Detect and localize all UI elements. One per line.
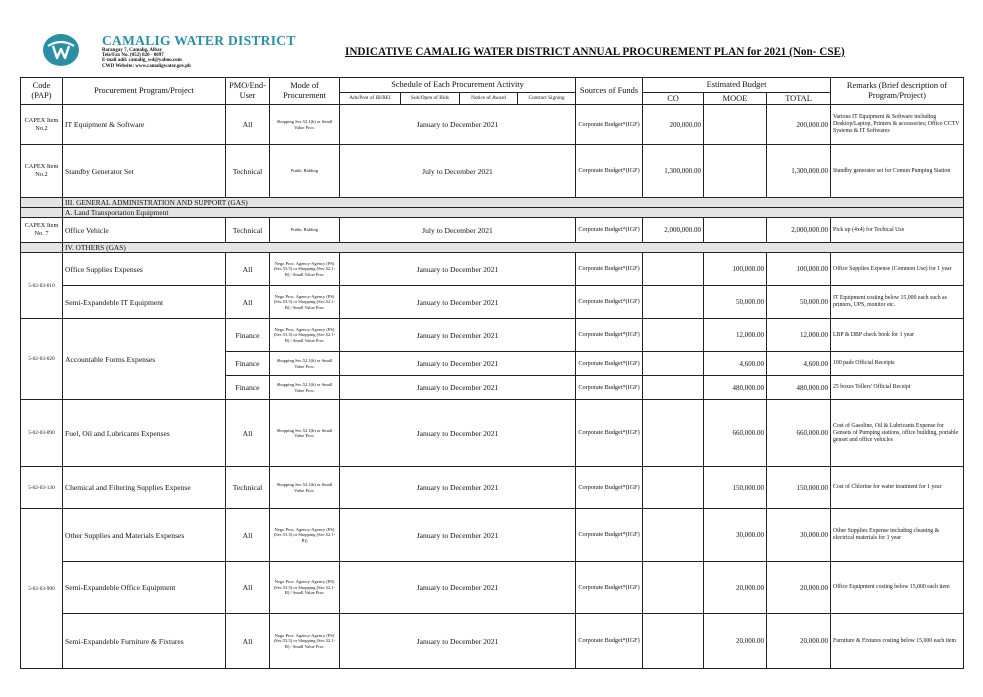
total-cell: 660,000.00 xyxy=(767,400,831,467)
source-cell: Corporate Budget*(IGF) xyxy=(576,253,643,286)
source-cell: Corporate Budget*(IGF) xyxy=(576,286,643,319)
code-cell: 5-02-03-130 xyxy=(21,467,63,509)
source-cell: Corporate Budget*(IGF) xyxy=(576,509,643,562)
end-user-cell: Finance xyxy=(226,376,270,400)
header-contract-signing: Contract Signing xyxy=(518,93,576,105)
total-cell: 4,600.00 xyxy=(767,352,831,376)
co-cell xyxy=(643,352,704,376)
header-mooe: MOOE xyxy=(704,93,767,105)
organization-address xyxy=(102,48,191,69)
end-user-cell: All xyxy=(226,286,270,319)
table-row xyxy=(21,145,964,198)
co-cell xyxy=(643,400,704,467)
table-row xyxy=(21,562,964,614)
mooe-cell: 20,000.00 xyxy=(704,562,767,614)
co-cell xyxy=(643,376,704,400)
schedule-cell: January to December 2021 xyxy=(340,509,576,562)
table-row xyxy=(21,253,964,286)
address-line: E-mail add: camalig_wd@yahoo.com xyxy=(102,58,182,64)
mooe-cell xyxy=(704,218,767,243)
total-cell: 480,000.00 xyxy=(767,376,831,400)
header-total: TOTAL xyxy=(767,93,831,105)
source-cell: Corporate Budget*(IGF) xyxy=(576,376,643,400)
code-cell: CAPEX Item No.2 xyxy=(21,145,63,198)
total-cell: 200,000.00 xyxy=(767,105,831,145)
address-line: CWD Website: www.camaligwater.gov.ph xyxy=(102,63,191,69)
program-cell: Other Supplies and Materials Expenses xyxy=(63,509,226,562)
table-row xyxy=(21,105,964,145)
end-user-cell: All xyxy=(226,253,270,286)
source-cell: Corporate Budget*(IGF) xyxy=(576,400,643,467)
source-cell: Corporate Budget*(IGF) xyxy=(576,319,643,352)
header-ads-post: Ads/Post of IB/REI xyxy=(340,93,401,105)
remarks-cell: Other Supplies Expense including cleaning & electrical materials for 1 year xyxy=(831,509,964,562)
program-cell: Semi-Expandeble Furniture & Fixtures xyxy=(63,614,226,669)
total-cell: 20,000.00 xyxy=(767,614,831,669)
end-user-cell: Technical xyxy=(226,145,270,198)
program-cell: Chemical and Filtering Supplies Expense xyxy=(63,467,226,509)
total-cell: 50,000.00 xyxy=(767,286,831,319)
organization-name: CAMALIG WATER DISTRICT xyxy=(102,33,296,48)
total-cell: 20,000.00 xyxy=(767,562,831,614)
program-cell: Accountable Forms Expenses xyxy=(63,319,226,400)
schedule-cell: January to December 2021 xyxy=(340,253,576,286)
source-cell: Corporate Budget*(IGF) xyxy=(576,105,643,145)
source-cell: Corporate Budget*(IGF) xyxy=(576,352,643,376)
schedule-cell: January to December 2021 xyxy=(340,614,576,669)
end-user-cell: Technical xyxy=(226,467,270,509)
remarks-cell: 25 boxes Tellers' Official Receipt xyxy=(831,376,964,400)
section-land-transportation: A. Land Transportation Equipment xyxy=(63,208,964,218)
schedule-cell: January to December 2021 xyxy=(340,105,576,145)
header-remarks: Remarks (Brief description of Program/Project) xyxy=(831,78,964,105)
table-row xyxy=(21,319,964,352)
end-user-cell: Technical xyxy=(226,218,270,243)
end-user-cell: All xyxy=(226,400,270,467)
address-line: Tele/Fax No. (052) 820 - 0097 xyxy=(102,53,164,59)
camalig-water-district-logo xyxy=(42,30,80,68)
code-cell: 5-02-03-990 xyxy=(21,509,63,669)
remarks-cell: Cost of Chlorine for water treatment for 1 year xyxy=(831,467,964,509)
schedule-cell: July to December 2021 xyxy=(340,218,576,243)
source-cell: Corporate Budget*(IGF) xyxy=(576,467,643,509)
co-cell xyxy=(643,253,704,286)
section-row xyxy=(21,198,964,208)
total-cell: 100,000.00 xyxy=(767,253,831,286)
address-line: Barangay 7, Camalig, Albay xyxy=(102,48,163,53)
code-cell: CAPEX Item No. 7 xyxy=(21,218,63,243)
table-row xyxy=(21,400,964,467)
remarks-cell: Cost of Gasoline, Oil & Lubricants Expense for Gensets of Pumping stations, office building, portable genset and office vehicles xyxy=(831,400,964,467)
remarks-cell: LBP & DBP check book for 1 year xyxy=(831,319,964,352)
remarks-cell: Standby generator set for Comun Pumping Station xyxy=(831,145,964,198)
schedule-cell: July to December 2021 xyxy=(340,145,576,198)
end-user-cell: All xyxy=(226,509,270,562)
mooe-cell: 50,000.00 xyxy=(704,286,767,319)
header-program: Procurement Program/Project xyxy=(63,78,226,105)
section-row xyxy=(21,208,964,218)
total-cell: 2,000,000.00 xyxy=(767,218,831,243)
mode-cell: Nego Proc. Agency-Agency (PS) (Sec.53.5) or Shopping (Sec.52.1-B) / Small Value Proc xyxy=(270,562,340,614)
co-cell xyxy=(643,614,704,669)
document-title: INDICATIVE CAMALIG WATER DISTRICT ANNUAL PROCUREMENT PLAN for 2021 (Non- CSE) xyxy=(345,46,845,58)
mode-cell: Nego Proc. Agency-Agency (PS) (Sec.53.5) or Shopping (Sec.52.1-B) / Small Value Proc xyxy=(270,614,340,669)
table-row xyxy=(21,467,964,509)
source-cell: Corporate Budget*(IGF) xyxy=(576,145,643,198)
mode-cell: Nego Proc. Agency-Agency (PS) (Sec.53.5) or Shopping (Sec.52.1-B) / Small Value Proc xyxy=(270,319,340,352)
co-cell: 2,000,000.00 xyxy=(643,218,704,243)
remarks-cell: Various IT Equipment & Software including Desktop/Laptop, Printers & accessories; Office CCTV Systems & IT Softwares xyxy=(831,105,964,145)
procurement-plan-table xyxy=(20,77,964,669)
code-cell: 5-02-03-090 xyxy=(21,400,63,467)
program-cell: Fuel, Oil and Lubricants Expenses xyxy=(63,400,226,467)
mode-cell: Shopping Sec.52.1(b) or Small Value Proc. xyxy=(270,352,340,376)
schedule-cell: January to December 2021 xyxy=(340,467,576,509)
mooe-cell: 150,000.00 xyxy=(704,467,767,509)
total-cell: 30,000.00 xyxy=(767,509,831,562)
schedule-cell: January to December 2021 xyxy=(340,319,576,352)
total-cell: 12,000.00 xyxy=(767,319,831,352)
mode-cell: Public Bidding xyxy=(270,145,340,198)
end-user-cell: All xyxy=(226,562,270,614)
code-cell: 5-02-03-010 xyxy=(21,253,63,319)
mode-cell: Nego Proc. Agency-Agency (PS) (Sec.53.5) or Shopping (Sec.52.1-B)) xyxy=(270,509,340,562)
mode-cell: Nego Proc. Agency-Agency (PS) (Sec.53.5) or Shopping (Sec.52.1-B) / Small Value Proc xyxy=(270,253,340,286)
mooe-cell: 4,600.00 xyxy=(704,352,767,376)
program-cell: Semi-Expandeble IT Equipment xyxy=(63,286,226,319)
remarks-cell: Furniture & Fixtures costing below 15,000 each item xyxy=(831,614,964,669)
mooe-cell: 12,000.00 xyxy=(704,319,767,352)
header-schedule: Schedule of Each Procurement Activity xyxy=(340,78,576,93)
table-row xyxy=(21,286,964,319)
co-cell xyxy=(643,286,704,319)
mooe-cell: 30,000.00 xyxy=(704,509,767,562)
mooe-cell: 660,000.00 xyxy=(704,400,767,467)
header-budget: Estimated Budget xyxy=(643,78,831,93)
co-cell xyxy=(643,509,704,562)
section-others: IV. OTHERS (GAS) xyxy=(63,243,964,253)
mooe-cell: 20,000.00 xyxy=(704,614,767,669)
schedule-cell: January to December 2021 xyxy=(340,400,576,467)
program-cell: Standby Generator Set xyxy=(63,145,226,198)
schedule-cell: January to December 2021 xyxy=(340,376,576,400)
header-source: Sources of Funds xyxy=(576,78,643,105)
table-row xyxy=(21,614,964,669)
mode-cell: Nego Proc. Agency-Agency (PS) (Sec.53.5) or Shopping (Sec.52.1-B) / Small Value Proc xyxy=(270,286,340,319)
end-user-cell: Finance xyxy=(226,319,270,352)
co-cell: 1,300,000.00 xyxy=(643,145,704,198)
co-cell xyxy=(643,562,704,614)
source-cell: Corporate Budget*(IGF) xyxy=(576,218,643,243)
header-end-user: PMO/End-User xyxy=(226,78,270,105)
schedule-cell: January to December 2021 xyxy=(340,352,576,376)
remarks-cell: Pick up (4x4) for Techical Use xyxy=(831,218,964,243)
program-cell: Office Supplies Expenses xyxy=(63,253,226,286)
end-user-cell: All xyxy=(226,614,270,669)
mode-cell: Public Bidding xyxy=(270,218,340,243)
total-cell: 1,300,000.00 xyxy=(767,145,831,198)
co-cell xyxy=(643,467,704,509)
table-row xyxy=(21,509,964,562)
co-cell: 200,000.00 xyxy=(643,105,704,145)
header-code: Code (PAP) xyxy=(21,78,63,105)
code-cell: 5-02-03-020 xyxy=(21,319,63,400)
mode-cell: Shopping Sec.52.1(b) or Small Value Proc. xyxy=(270,376,340,400)
remarks-cell: Office Supplies Expense (Common Use) for 1 year xyxy=(831,253,964,286)
program-cell: Office Vehicle xyxy=(63,218,226,243)
mode-cell: Shopping Sec.52.1(b) or Small Value Proc. xyxy=(270,400,340,467)
table-row xyxy=(21,218,964,243)
end-user-cell: All xyxy=(226,105,270,145)
schedule-cell: January to December 2021 xyxy=(340,286,576,319)
program-cell: IT Equipment & Software xyxy=(63,105,226,145)
remarks-cell: 100 pads Official Receipts xyxy=(831,352,964,376)
schedule-cell: January to December 2021 xyxy=(340,562,576,614)
mode-cell: Shopping Sec.52.1(b) or Small Value Proc. xyxy=(270,467,340,509)
source-cell: Corporate Budget*(IGF) xyxy=(576,562,643,614)
total-cell: 150,000.00 xyxy=(767,467,831,509)
mode-cell: Shopping Sec.52.1(b) or Small Value Proc. xyxy=(270,105,340,145)
code-cell: CAPEX Item No.2 xyxy=(21,105,63,145)
remarks-cell: Office Equipment costing below 15,000 each item xyxy=(831,562,964,614)
mooe-cell xyxy=(704,145,767,198)
header-sub-open: Sub/Open of Bids xyxy=(401,93,460,105)
remarks-cell: IT Equipment costing below 15,000 each such as printers, UPS, monitor etc. xyxy=(831,286,964,319)
end-user-cell: Finance xyxy=(226,352,270,376)
source-cell: Corporate Budget*(IGF) xyxy=(576,614,643,669)
mooe-cell xyxy=(704,105,767,145)
section-row xyxy=(21,243,964,253)
program-cell: Semi-Expandeble Office Equipment xyxy=(63,562,226,614)
header-mode: Mode of Procurement xyxy=(270,78,340,105)
mooe-cell: 100,000.00 xyxy=(704,253,767,286)
mooe-cell: 480,000.00 xyxy=(704,376,767,400)
co-cell xyxy=(643,319,704,352)
header-co: CO xyxy=(643,93,704,105)
section-gas: III. GENERAL ADMINISTRATION AND SUPPORT (GAS) xyxy=(63,198,964,208)
header-notice-award: Notice of Award xyxy=(460,93,518,105)
